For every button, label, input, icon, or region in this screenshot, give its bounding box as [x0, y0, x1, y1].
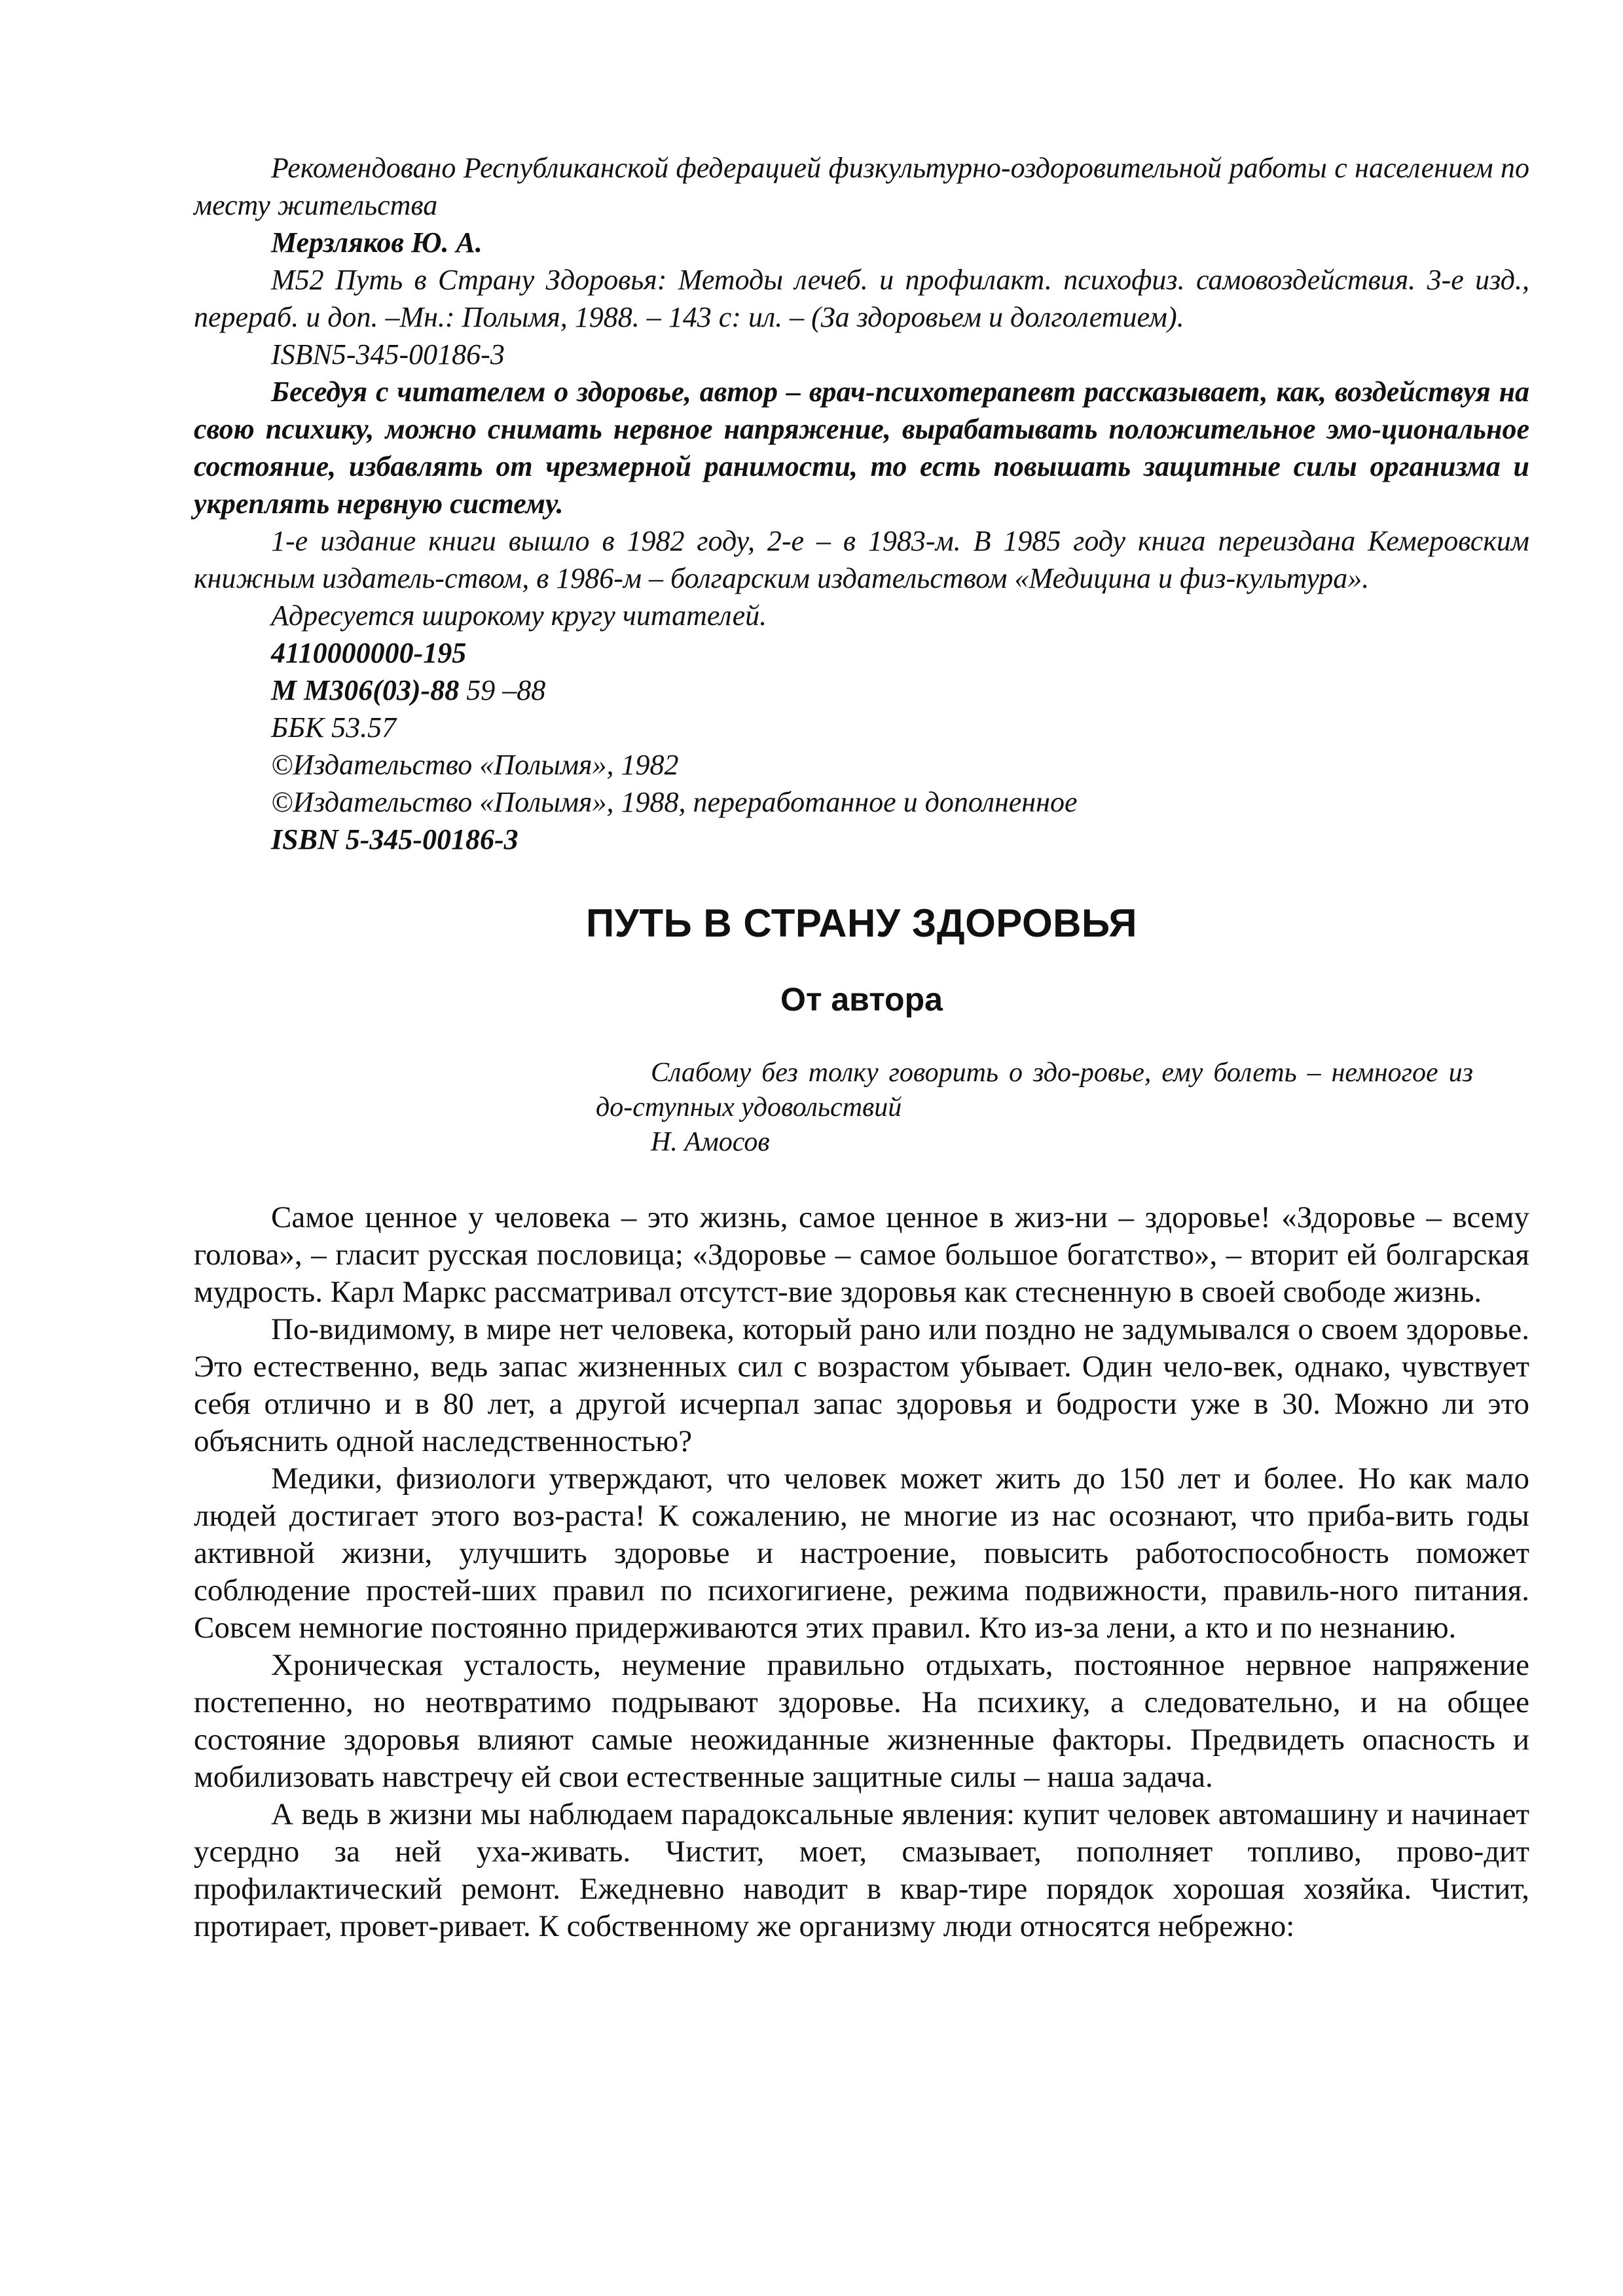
isbn-line: ISBN5-345-00186-3: [271, 338, 505, 370]
paragraph: Медики, физиологи утверждают, что человек может жить до 150 лет и более. Но как мало людей достигает этого воз-раста! К сожалению, не многие из нас осознают, что приба-вить годы активной жизни, улучшить здоровье и настроение, повысить работоспособность поможет соблюдение простей-ших правил по психогигиене, режима подвижности, правиль-ного питания. Совсем немногие постоянно придерживаются этих правил. Кто из-за лени, а кто и по незнанию.: [194, 1462, 1529, 1645]
editions-text: 1-е издание книги вышло в 1982 году, 2-е – в 1983-м. В 1985 году книга переиздана Кемеровским книжным издатель-ством, в 1986-м – болгарским издательством «Медицина и физ-культура».: [194, 525, 1529, 594]
epigraph-quote: Слабому без толку говорить о здо-ровье, ему болеть – немногое из до-ступных удовольствий: [596, 1058, 1473, 1122]
recommendation-text: Рекомендовано Республиканской федерацией физкультурно-оздоровительной работы с населением по месту жительства: [194, 152, 1529, 221]
code-number: 4110000000-195: [271, 637, 467, 669]
publisher-code-left: М М306(03)-88: [271, 674, 460, 706]
annotation-text: Беседуя с читателем о здоровье, автор – врач-психотерапевт рассказывает, как, воздействуя на свою психику, можно снимать нервное напряжение, вырабатывать положительное эмо-циональное состояние, избавлять от чрезмерной ранимости, то есть повышать защитные силы организма и укреплять нервную систему.: [194, 376, 1529, 520]
bibliographic-description: М52 Путь в Страну Здоровья: Методы лечеб. и профилакт. психофиз. самовоздействия. 3-е изд., перераб. и доп. –Мн.: Полымя, 1988. – 143 с: ил. – (За здоровьем и долголетием).: [194, 264, 1529, 333]
front-matter: [194, 149, 1529, 858]
epigraph: [596, 1056, 1473, 1160]
audience-text: Адресуется широкому кругу читателей.: [271, 600, 767, 632]
book-title: ПУТЬ В СТРАНУ ЗДОРОВЬЯ: [586, 901, 1137, 945]
author-name: Мерзляков Ю. А.: [271, 226, 483, 259]
section-title: От автора: [780, 981, 943, 1018]
paragraph: Хроническая усталость, неумение правильно отдыхать, постоянное нервное напряжение постепенно, но неотвратимо подрывают здоровье. На психику, а следовательно, и на общее состояние здоровья влияют самые неожиданные жизненные факторы. Предвидеть опасность и мобилизовать навстречу ей свои естественные защитные силы – наша задача.: [194, 1648, 1529, 1794]
copyright-line-1: ©Издательство «Полымя», 1982: [271, 749, 679, 781]
paragraph: По-видимому, в мире нет человека, который рано или поздно не задумывался о своем здоровье. Это естественно, ведь запас жизненных сил с возрастом убывает. Один чело-век, однако, чувствует себя отлично и в 80 лет, а другой исчерпал запас здоровья и бодрости уже в 30. Можно ли это объяснить одной наследственностью?: [194, 1312, 1529, 1458]
bbk-code: ББК 53.57: [271, 711, 397, 744]
paragraph: А ведь в жизни мы наблюдаем парадоксальные явления: купит человек автомашину и начинает усердно за ней уха-живать. Чистит, моет, смазывает, пополняет топливо, прово-дит профилактический ремонт. Ежедневно наводит в квар-тире порядок хорошая хозяйка. Чистит, протирает, провет-ривает. К собственному же организму люди относятся небрежно:: [194, 1797, 1529, 1943]
publisher-code-right: 59 –88: [459, 674, 546, 706]
isbn-final: ISBN 5-345-00186-3: [271, 823, 519, 855]
epigraph-author: Н. Амосов: [651, 1127, 770, 1157]
paragraph: Самое ценное у человека – это жизнь, самое ценное в жиз-ни – здоровье! «Здоровье – всему голова», – гласит русская пословица; «Здоровье – самое большое богатство», – вторит ей болгарская мудрость. Карл Маркс рассматривал отсутст-вие здоровья как стесненную в своей свободе жизнь.: [194, 1200, 1529, 1309]
copyright-line-2: ©Издательство «Полымя», 1988, переработанное и дополненное: [271, 786, 1078, 818]
body-text: [194, 1199, 1529, 1945]
publisher-code: [271, 672, 1529, 709]
page: [194, 149, 1529, 1945]
